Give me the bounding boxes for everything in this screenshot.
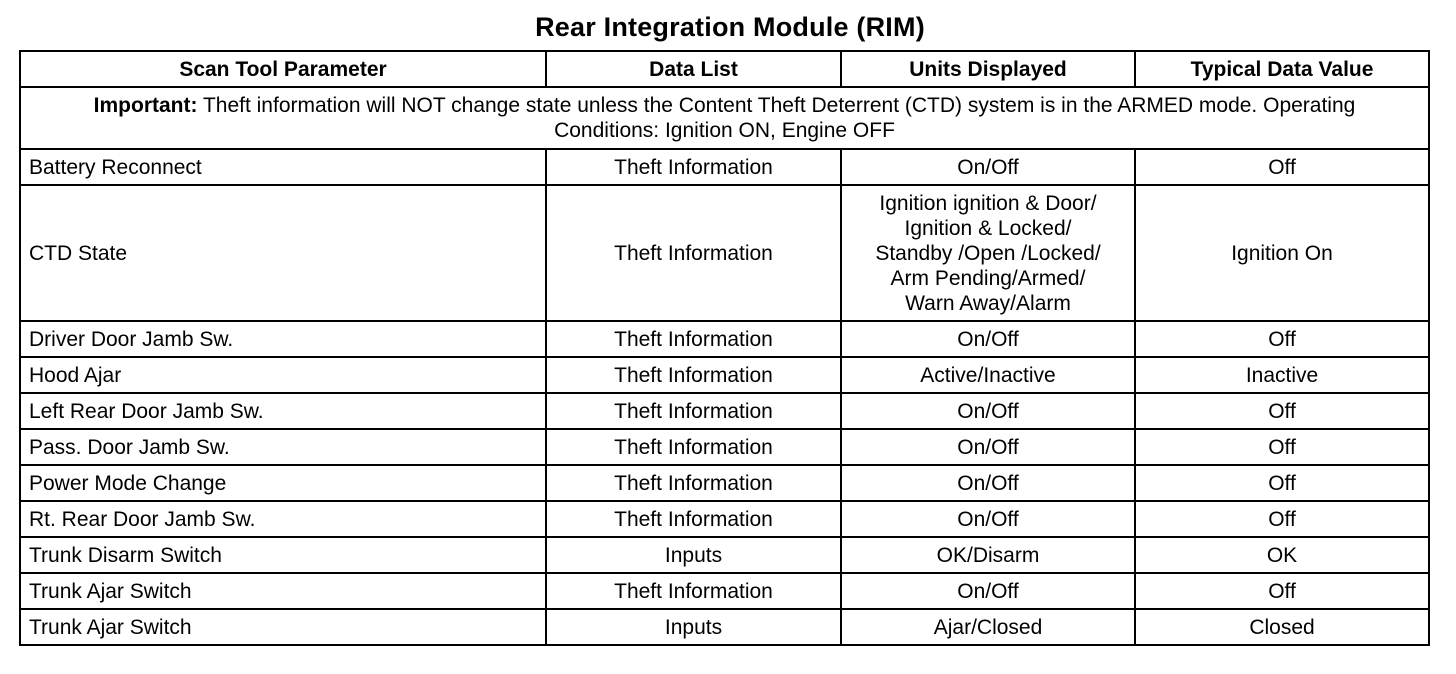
- cell-parameter: Pass. Door Jamb Sw.: [20, 429, 546, 465]
- cell-data-list: Inputs: [546, 537, 841, 573]
- cell-parameter: Trunk Disarm Switch: [20, 537, 546, 573]
- cell-units: On/Off: [841, 149, 1135, 185]
- important-note: [20, 87, 1429, 149]
- cell-parameter: Left Rear Door Jamb Sw.: [20, 393, 546, 429]
- cell-parameter: Hood Ajar: [20, 357, 546, 393]
- table-row: [20, 429, 1429, 465]
- cell-typical: Off: [1135, 393, 1429, 429]
- table-row: [20, 321, 1429, 357]
- cell-data-list: Theft Information: [546, 185, 841, 321]
- cell-typical: Closed: [1135, 609, 1429, 645]
- cell-typical: Off: [1135, 149, 1429, 185]
- document-title: Rear Integration Module (RIM): [535, 12, 925, 42]
- cell-data-list: Inputs: [546, 609, 841, 645]
- cell-typical: Ignition On: [1135, 185, 1429, 321]
- cell-units: OK/Disarm: [841, 537, 1135, 573]
- cell-parameter: Trunk Ajar Switch: [20, 609, 546, 645]
- table-row: [20, 357, 1429, 393]
- units-line: Ignition ignition & Door/: [879, 191, 1097, 215]
- important-text: Theft information will NOT change state unless the Content Theft Deterrent (CTD) system is in the ARMED mode. Operating Conditions: Ignition ON, Engine OFF: [202, 94, 1356, 142]
- cell-units: On/Off: [841, 429, 1135, 465]
- cell-typical: OK: [1135, 537, 1429, 573]
- important-note-row: [20, 87, 1429, 149]
- table-row: [20, 609, 1429, 645]
- table-row: [20, 537, 1429, 573]
- header-typical-data-value: Typical Data Value: [1135, 51, 1429, 87]
- cell-units: [841, 185, 1135, 321]
- table-row: [20, 465, 1429, 501]
- cell-typical: Off: [1135, 465, 1429, 501]
- cell-parameter: Trunk Ajar Switch: [20, 573, 546, 609]
- cell-parameter: CTD State: [20, 185, 546, 321]
- header-scan-tool-parameter: Scan Tool Parameter: [20, 51, 546, 87]
- cell-units: Active/Inactive: [841, 357, 1135, 393]
- cell-typical: Off: [1135, 501, 1429, 537]
- header-data-list: Data List: [546, 51, 841, 87]
- cell-data-list: Theft Information: [546, 573, 841, 609]
- cell-data-list: Theft Information: [546, 393, 841, 429]
- cell-typical: Inactive: [1135, 357, 1429, 393]
- cell-data-list: Theft Information: [546, 357, 841, 393]
- cell-parameter: Power Mode Change: [20, 465, 546, 501]
- cell-units: On/Off: [841, 393, 1135, 429]
- header-units-displayed: Units Displayed: [841, 51, 1135, 87]
- table-row: [20, 501, 1429, 537]
- cell-data-list: Theft Information: [546, 465, 841, 501]
- cell-units: On/Off: [841, 465, 1135, 501]
- table-row: [20, 573, 1429, 609]
- cell-data-list: Theft Information: [546, 429, 841, 465]
- cell-data-list: Theft Information: [546, 321, 841, 357]
- units-line: Ignition & Locked/: [904, 216, 1072, 240]
- units-line: Arm Pending/Armed/: [890, 266, 1086, 290]
- cell-parameter: Battery Reconnect: [20, 149, 546, 185]
- cell-units: On/Off: [841, 321, 1135, 357]
- rim-data-table: [19, 50, 1430, 646]
- cell-typical: Off: [1135, 321, 1429, 357]
- important-label: Important:: [93, 94, 198, 117]
- cell-typical: Off: [1135, 573, 1429, 609]
- table-row: [20, 149, 1429, 185]
- cell-units: On/Off: [841, 501, 1135, 537]
- header-row: [20, 51, 1429, 87]
- cell-data-list: Theft Information: [546, 501, 841, 537]
- units-line: Standby /Open /Locked/: [875, 241, 1101, 265]
- cell-parameter: Driver Door Jamb Sw.: [20, 321, 546, 357]
- table-row: [20, 185, 1429, 321]
- cell-units: Ajar/Closed: [841, 609, 1135, 645]
- cell-typical: Off: [1135, 429, 1429, 465]
- cell-parameter: Rt. Rear Door Jamb Sw.: [20, 501, 546, 537]
- units-line: Warn Away/Alarm: [905, 291, 1071, 315]
- cell-data-list: Theft Information: [546, 149, 841, 185]
- table-row: [20, 393, 1429, 429]
- cell-units: On/Off: [841, 573, 1135, 609]
